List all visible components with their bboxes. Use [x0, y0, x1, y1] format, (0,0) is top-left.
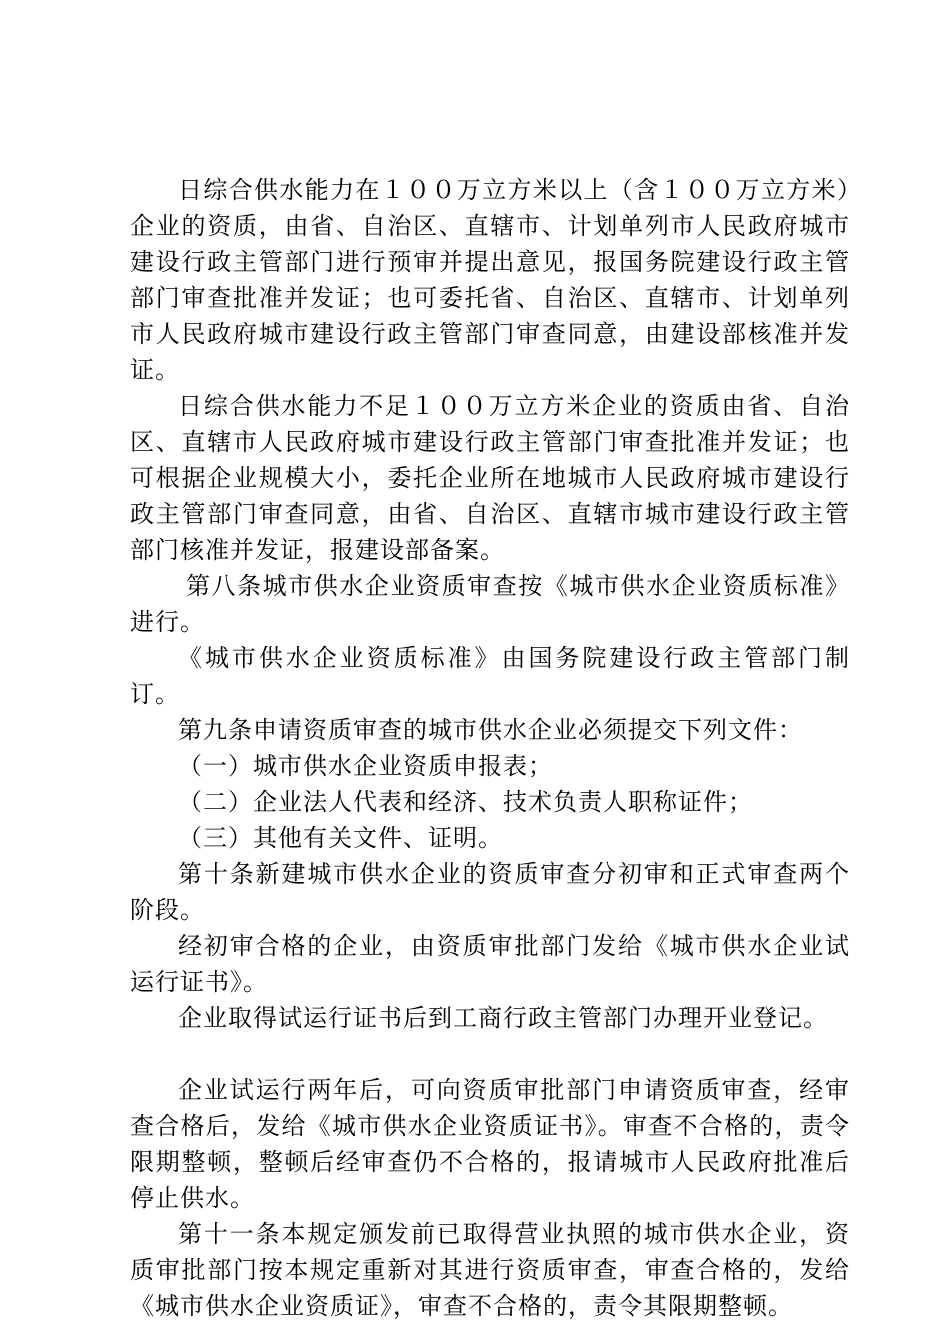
paragraph-article-9: 第九条申请资质审查的城市供水企业必须提交下列文件：: [178, 716, 803, 744]
paragraph-trial-two-years: 企业试运行两年后，可向资质审批部门申请资质审查，经审查合格后，发给《城市供水企业资质证书》。审查不合格的，责令限期整顿，整顿后经审查仍不合格的，报请城市人民政府批准后停止供水。: [130, 1076, 850, 1212]
paragraph-business-registration: 企业取得试运行证书后到工商行政主管部门办理开业登记。: [178, 1004, 828, 1032]
paragraph-capacity-below-100: 日综合供水能力不足１００万立方米企业的资质由省、自治区、直辖市人民政府城市建设行政主管部门审查批准并发证；也可根据企业规模大小，委托企业所在地城市人民政府城市建设行政主管部门审查同意，由省、自治区、直辖市城市建设行政主管部门核准并发证，报建设部备案。: [130, 392, 850, 564]
paragraph-gap: [130, 1036, 850, 1072]
list-item-1: （一）城市供水企业资质申报表；: [178, 752, 553, 780]
paragraph-article-11: 第十一条本规定颁发前已取得营业执照的城市供水企业，资质审批部门按本规定重新对其进行资质审查，审查合格的，发给《城市供水企业资质证》，审查不合格的，责令其限期整顿。: [130, 1220, 850, 1320]
paragraph-capacity-above-100: 日综合供水能力在１００万立方米以上（含１００万立方米）企业的资质，由省、自治区、直辖市、计划单列市人民政府城市建设行政主管部门进行预审并提出意见，报国务院建设行政主管部门审查批准并发证；也可委托省、自治区、直辖市、计划单列市人民政府城市建设行政主管部门审查同意，由建设部核准并发证。: [130, 176, 850, 384]
paragraph-trial-certificate: 经初审合格的企业，由资质审批部门发给《城市供水企业试运行证书》。: [130, 932, 850, 996]
list-item-3: （三）其他有关文件、证明。: [178, 824, 503, 852]
list-item-2: （二）企业法人代表和经济、技术负责人职称证件；: [178, 788, 753, 816]
paragraph-standard-formulation: 《城市供水企业资质标准》由国务院建设行政主管部门制订。: [130, 644, 850, 708]
paragraph-article-10: 第十条新建城市供水企业的资质审查分初审和正式审查两个阶段。: [130, 860, 850, 924]
paragraph-article-8: 第八条城市供水企业资质审查按《城市供水企业资质标准》进行。: [130, 572, 850, 636]
document-body: [130, 172, 850, 1324]
